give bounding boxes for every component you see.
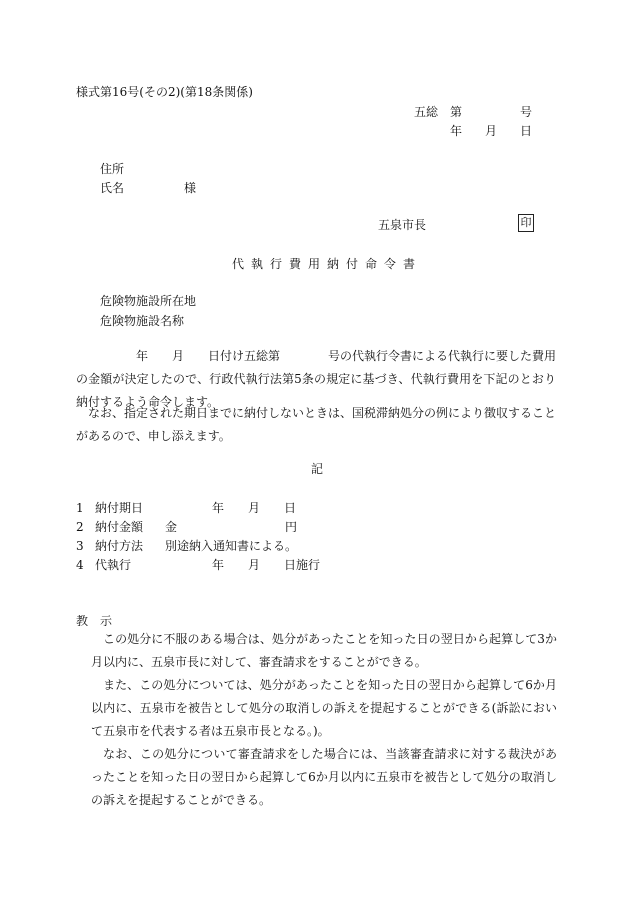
date-year: 年 xyxy=(450,124,463,138)
document-title: 代執行費用納付命令書 xyxy=(232,257,423,271)
facility-location-label: 危険物施設所在地 xyxy=(100,294,197,308)
item-value: 年 月 日 xyxy=(212,501,297,515)
date-day: 日 xyxy=(520,124,533,138)
body-paragraph-1: 年 月 日付け五総第 号の代執行令書による代執行に要した費用の金額が決定したので、行政代執行法第5条の規定に基づき、代執行費用を下記のとおり納付するよう命令します。 xyxy=(76,349,557,409)
date-month: 月 xyxy=(485,124,498,138)
item-number: 3 xyxy=(76,539,84,553)
item-value: 別途納入通知書による。 xyxy=(165,539,298,553)
item-label: 代執行 xyxy=(95,558,132,572)
recipient-address-label: 住所 xyxy=(100,162,125,176)
recipient-name-label: 氏名 xyxy=(100,181,125,195)
item-label: 納付期日 xyxy=(95,501,144,515)
item-label: 納付方法 xyxy=(95,539,144,553)
item-number: 2 xyxy=(76,520,84,534)
body-paragraph-2: なお、指定された期日までに納付しないときは、国税滞納処分の例により徴収することがあるので、申し添えます。 xyxy=(76,406,557,443)
issuer-title: 五泉市長 xyxy=(378,218,427,232)
item-number: 4 xyxy=(76,558,84,572)
item-number: 1 xyxy=(76,501,84,515)
kyoji-paragraph-2: また、この処分については、処分があったことを知った日の翌日から起算して6か月以内に、五泉市を被告として処分の取消しの訴えを提起することができる(訴訟において五泉市を代表する者は五泉市長となる。)。 xyxy=(91,678,557,738)
item-value: 金 円 xyxy=(165,520,298,534)
recipient-honorific: 様 xyxy=(184,181,197,195)
kyoji-heading: 教 示 xyxy=(76,614,113,628)
kyoji-paragraph-3: なお、この処分について審査請求をした場合には、当該審査請求に対する裁決があったことを知った日の翌日から起算して6か月以内に五泉市を被告として処分の取消しの訴えを提起することができる。 xyxy=(91,747,557,807)
doc-number-prefix: 五総 xyxy=(414,105,439,119)
facility-name-label: 危険物施設名称 xyxy=(100,314,185,328)
doc-number-dai: 第 xyxy=(450,105,463,119)
kyoji-paragraph-1: この処分に不服のある場合は、処分があったことを知った日の翌日から起算して3か月以内に、五泉市長に対して、審査請求をすることができる。 xyxy=(91,632,557,669)
seal-mark: 印 xyxy=(518,214,534,232)
doc-number-go: 号 xyxy=(520,105,533,119)
item-label: 納付金額 xyxy=(95,520,144,534)
form-label: 様式第16号(その2)(第18条関係) xyxy=(76,85,253,99)
ki-heading: 記 xyxy=(311,462,324,476)
item-value: 年 月 日施行 xyxy=(212,558,321,572)
